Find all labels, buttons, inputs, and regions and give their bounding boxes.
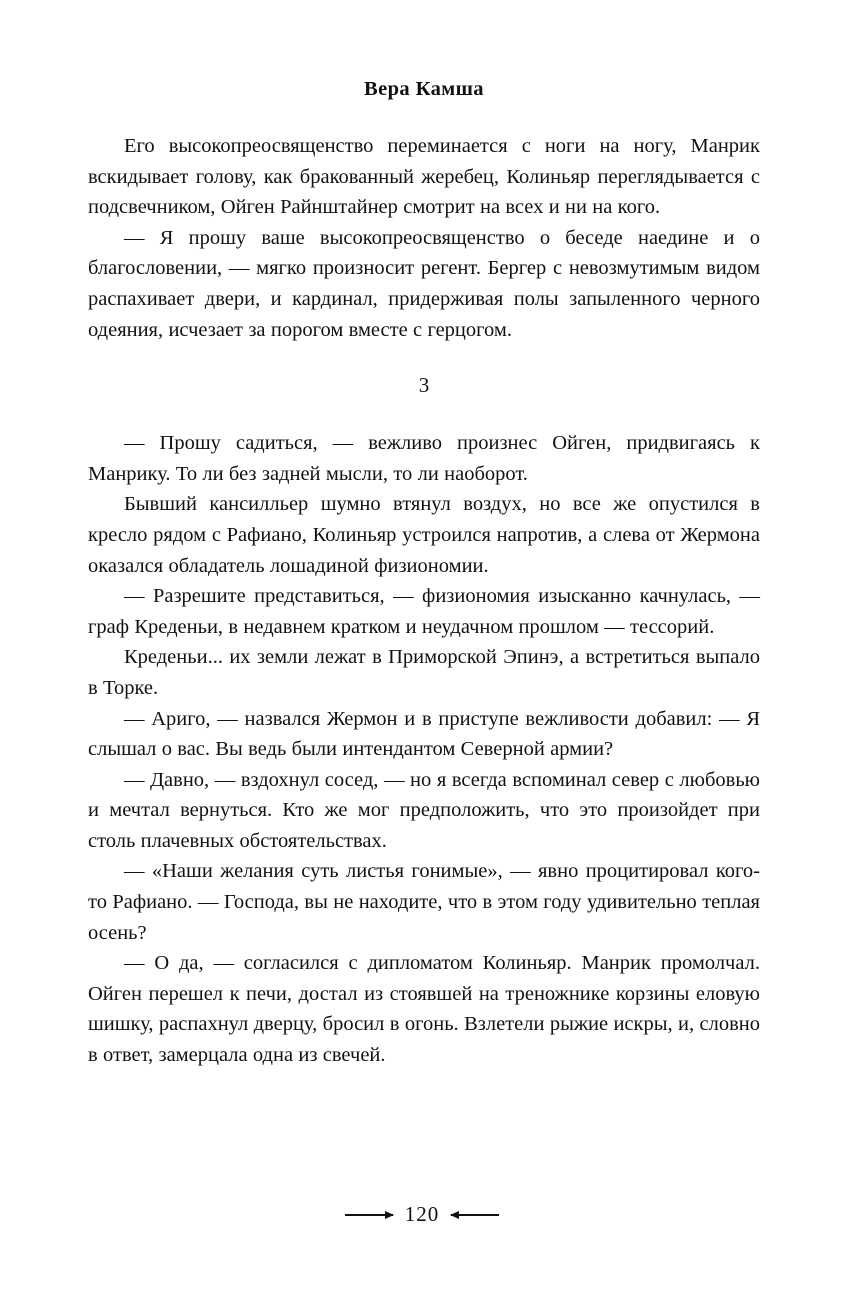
paragraph: Креденьи... их земли лежат в Приморской Эпинэ, а встретиться выпало в Торке. [88,646,760,699]
paragraph: — «Наши желания суть листья гонимые», — явно процитировал кого-то Рафиано. — Господа, вы не находите, что в этом году удивительно теплая осень? [88,860,760,944]
paragraph: — Ариго, — назвался Жермон и в приступе вежливости добавил: — Я слышал о вас. Вы ведь были интендантом Северной армии? [88,707,760,761]
paragraph: — Я прошу ваше высокопреосвященство о беседе наедине и о благословении, — мягко произносит регент. Бергер с невозмутимым видом распахивает двери, и кардинал, придерживая полы запыленного черного одеяния, исчезает за порогом вместе с герцогом. [88,226,760,341]
paragraph: — Давно, — вздохнул сосед, — но я всегда вспоминал север с любовью и мечтал вернуться. Кто же мог предположить, что это произойдет при столь плачевных обстоятельствах. [88,768,760,852]
paragraph: Его высокопреосвященство переминается с ноги на ногу, Манрик вскидывает голову, как бракованный жеребец, Колиньяр переглядывается с подсвечником, Ойген Райнштайнер смотрит на всех и ни на кого. [88,135,760,219]
paragraph: Бывший кансилльер шумно втянул воздух, но все же опустился в кресло рядом с Рафиано, Колиньяр устроился напротив, а слева от Жермона оказался обладатель лошадиной физиономии. [88,493,760,577]
page-text-column [88,78,760,1071]
paragraph: — Разрешите представиться, — физиономия изысканно качнулась, — граф Креденьи, в недавнем кратком и неудачном прошлом — тессорий. [88,585,760,638]
page-number: 120 [404,1202,440,1226]
page-footer [0,1202,844,1227]
paragraph: — Прошу садиться, — вежливо произнес Ойген, придвигаясь к Манрику. То ли без задней мысли, то ли наоборот. [88,432,760,485]
section-number: 3 [418,373,430,398]
running-head-author: Вера Камша [364,78,484,100]
paragraph: — О да, — согласился с дипломатом Колиньяр. Манрик промолчал. Ойген перешел к печи, достал из стоявшей на треножнике корзины еловую шишку, распахнул дверцу, бросил в огонь. Взлетели рыжие искры, и, словно в ответ, замерцала одна из свечей. [88,952,760,1067]
